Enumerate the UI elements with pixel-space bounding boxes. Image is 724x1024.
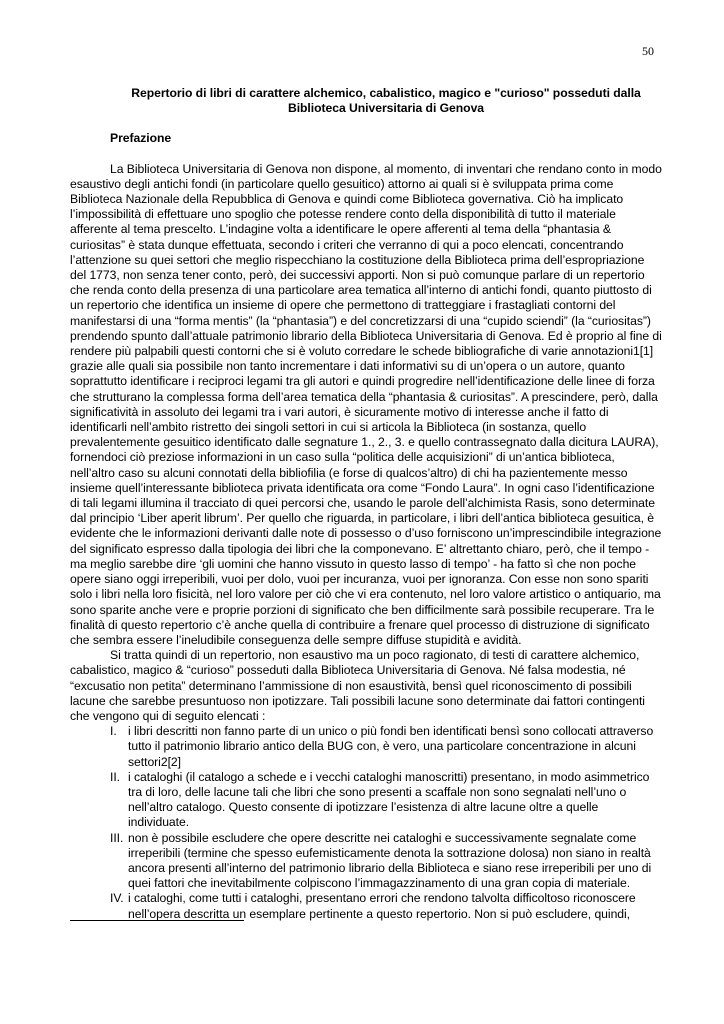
document-body [70, 86, 662, 922]
document-title: Repertorio di libri di carattere alchemico, cabalistico, magico e "curioso" posseduti dalla Biblioteca Universitaria di Genova [131, 86, 641, 116]
paragraph-2: Si tratta quindi di un repertorio, non esaustivo ma un poco ragionato, di testi di carattere alchemico, cabalistico, magico & “curioso” posseduti dalla Biblioteca Universitaria di Genova. Né falsa modestia, né “excusatio non petita” determinano l’ammissione di non esaustività, bensì quel riconoscimento di possibili lacune che sarebbe presuntuoso non ipotizzare. Tali possibili lacune sono determinate dai fattori contingenti che vengono qui di seguito elencati : [70, 648, 645, 723]
list-item [70, 831, 662, 892]
paragraph-1: La Biblioteca Universitaria di Genova non dispone, al momento, di inventari che rendano conto in modo esaustivo degli antichi fondi (in particolare quello gesuitico) attorno ai quali si è sviluppata prima come Biblioteca Nazionale della Repubblica di Genova e quindi come Biblioteca governativa. Ciò ha implicato l’impossibilità di effettuare uno spoglio che potesse rendere conto della disponibilità di tutto il materiale afferente al tema prescelto. L’indagine volta a identificare le opere afferenti al tema della “phantasia & curiositas” è stata dunque effettuata, secondo i criteri che verranno di qui a poco elencati, concentrando l’attenzione su quei settori che meglio rispecchiano la costituzione della Biblioteca prima dell’espropriazione del 1773, non senza tener conto, però, dei successivi apporti. Non si può comunque parlare di un repertorio che renda conto della presenza di una particolare area tematica all’interno di antichi fondi, quanto piuttosto di un repertorio che identifica un insieme di opere che permettono di tratteggiare i frastagliati contorni del manifestarsi di una “forma mentis” (la “phantasia”) e del concretizzarsi di una “cupido sciendi” (la “curiositas”) prendendo spunto dall’attuale patrimonio librario della Biblioteca Universitaria di Genova. Ed è proprio al fine di rendere più palpabili questi contorni che si è voluto corredare le schede bibliografiche di varie annotazioni1[1] grazie alle quali sia possibile non tanto incrementare i dati informativi su di un’opera o un autore, quanto soprattutto identificare i reciproci legami tra gli autori e quindi progredire nell’identificazione delle linee di forza che strutturano la complessa forma dell’area tematica della “phantasia & curiositas”. A prescindere, però, dalla significatività in assoluto dei legami tra i vari autori, è sicuramente motivo di interesse anche il fatto di identificarli nell’ambito ristretto dei singoli settori in cui si articola la Biblioteca (in sostanza, quello prevalentemente gesuitico identificato dalle segnature 1., 2., 3. e quello contrassegnato dalla dicitura LAURA), fornendoci ciò preziose informazioni in un caso sulla “politica delle acquisizioni” di un’antica biblioteca, nell’altro caso su alcuni connotati della bibliofilia (e forse di qualcos’altro) di chi ha pazientemente messo insieme quell’interessante biblioteca privata identificata ora come “Fondo Laura”. In ogni caso l’identificazione di tali legami illumina il tracciato di quei percorsi che, usando le parole dell’alchimista Rasis, sono determinate dal principio ‘Liber aperit librum’. Per quello che riguarda, in particolare, i libri dell’antica biblioteca gesuitica, è evidente che le informazioni derivanti dalle note di possesso o d’uso forniscono un’imprescindibile integrazione del significato espresso dalla tipologia dei libri che la componevano. E’ altrettanto chiaro, però, che il tempo - ma meglio sarebbe dire ‘gli uomini che hanno vissuto in questo lasso di tempo’ - ha fatto sì che non poche opere siano oggi irreperibili, vuoi per dolo, vuoi per incuranza, vuoi per ignoranza. Con esse non sono spariti solo i libri nella loro fisicità, nel loro valore per ciò che vi era contenuto, nel loro valore artistico o antiquario, ma sono sparite anche vere e proprie porzioni di significato che ben difficilmente sarà possibile recuperare. Tra le finalità di questo repertorio c’è anche quella di contribuire a frenare quel processo di distruzione di significato che sembra essere l’ineludibile conseguenza delle sempre diffuse stupidità e avidità. [70, 161, 662, 647]
section-heading: Prefazione [110, 131, 172, 146]
list-item-number: II. [110, 769, 121, 784]
list-item [70, 724, 662, 770]
list-item-text: i cataloghi (il catalogo a schede e i vecchi cataloghi manoscritti) presentano, in modo asimmetrico tra di loro, delle lacune tali che libri che sono presenti a scaffale non sono segnalati nell’uno o nell’altro catalogo. Questo consente di ipotizzare l’esistenza di altre lacune oltre a quelle individuate. [128, 769, 650, 830]
list-item-text: i libri descritti non fanno parte di un unico o più fondi ben identificati bensì sono collocati attraverso tutto il patrimonio librario antico della BUG con, è vero, una particolare concentrazione in alcuni settori2[2] [128, 724, 654, 769]
list-item [70, 770, 662, 831]
footnote-separator [70, 920, 244, 921]
factor-list [70, 724, 662, 922]
list-item-number: I. [110, 724, 117, 739]
page-number: 50 [642, 44, 654, 58]
list-item [70, 891, 662, 921]
list-item-text: non è possibile escludere che opere descritte nei cataloghi e successivamente segnalate come irreperibili (termine che spesso eufemisticamente denota la sottrazione dolosa) non siano in realtà ancora presenti all’interno del patrimonio librario della Biblioteca e siano rese irreperibili per uno di quei fattori che inevitabilmente colpiscono l’immagazzinamento di una gran copia di materiale. [128, 830, 652, 891]
list-item-number: IV. [110, 891, 124, 906]
list-item-text: i cataloghi, come tutti i cataloghi, presentano errori che rendono talvolta difficoltoso riconoscere nell’opera descritta un esemplare pertinente a questo repertorio. Non si può escludere, quindi, [128, 891, 636, 921]
list-item-number: III. [110, 830, 124, 845]
